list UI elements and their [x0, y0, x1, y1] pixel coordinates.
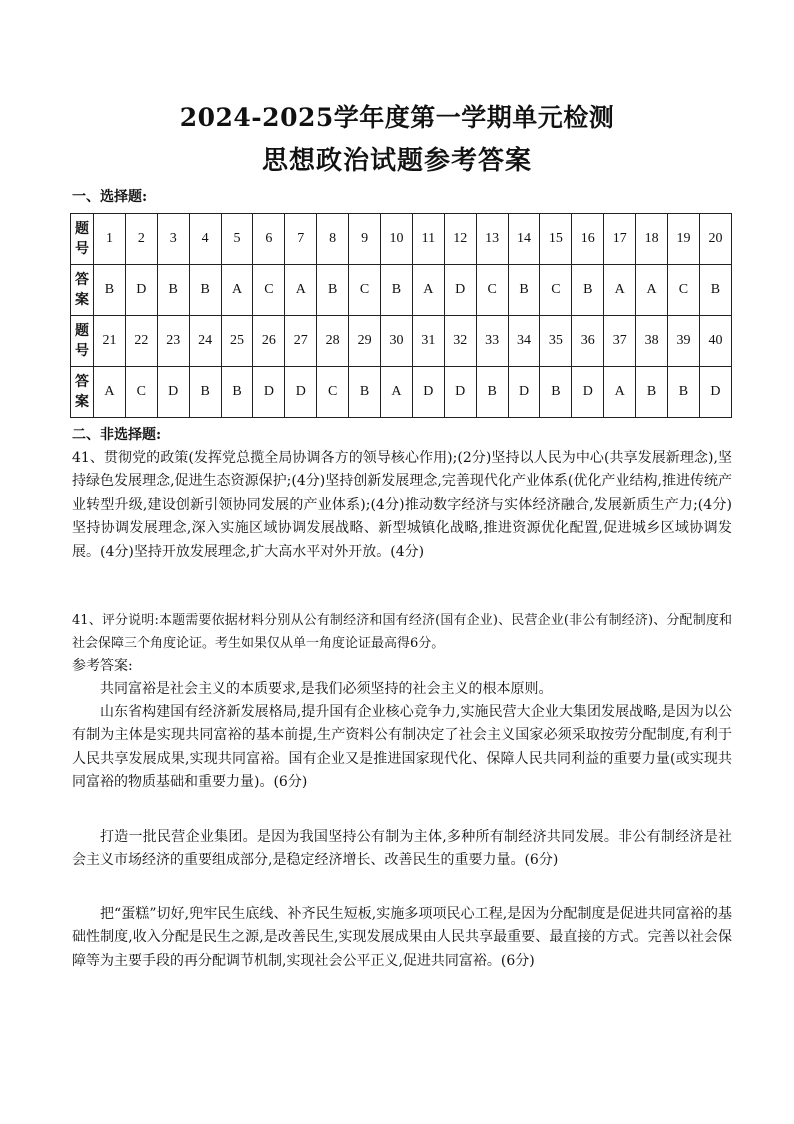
- question-number: 14: [508, 214, 540, 265]
- row-label-answer: 答 案: [71, 367, 94, 418]
- answer-cell: B: [157, 265, 189, 316]
- question-number: 36: [572, 316, 604, 367]
- question-number: 21: [94, 316, 126, 367]
- section-heading-nonchoice: 二、非选择题:: [72, 427, 162, 443]
- reference-answer-label: 参考答案:: [72, 658, 133, 674]
- question-number: 25: [221, 316, 253, 367]
- question-number-row: [71, 316, 732, 367]
- reference-paragraph: 山东省构建国有经济新发展格局,提升国有企业核心竞争力,实施民营大企业大集团发展战略,是因为以公有制为主体是实现共同富裕的基本前提,生产资料公有制决定了社会主义国家必须采取按劳分配制度,有利于人民共享发展成果,实现共同富裕。国有企业又是推进国家现代化、保障人民共同利益的重要力量(或实现共同富裕的物质基础和重要力量)。(6分): [72, 704, 732, 791]
- answer-cell: B: [572, 265, 604, 316]
- question-number: 37: [604, 316, 636, 367]
- question-number: 12: [444, 214, 476, 265]
- question-number: 38: [636, 316, 668, 367]
- answer-cell: A: [636, 265, 668, 316]
- question-number: 27: [285, 316, 317, 367]
- question-number: 6: [253, 214, 285, 265]
- question-number: 39: [668, 316, 700, 367]
- question-number: 22: [125, 316, 157, 367]
- answer-cell: C: [125, 367, 157, 418]
- answer-cell: B: [508, 265, 540, 316]
- question-number-row: [71, 214, 732, 265]
- answer-row: [71, 367, 732, 418]
- question-41-answer: 41、贯彻党的政策(发挥党总揽全局协调各方的领导核心作用);(2分)坚持以人民为中心(共享发展新理念),坚持绿色发展理念,促进生态资源保护;(4分)坚持创新发展理念,完善现代化产业体系(优化产业结构,推进传统产业转型升级,建设创新引领协同发展的产业体系);(4分)推动数字经济与实体经济融合,发展新质生产力;(4分)坚持协调发展理念,深入实施区域协调发展战略、新型城镇化战略,推进资源优化配置,促进城乡区域协调发展。(4分)坚持开放发展理念,扩大高水平对外开放。(4分): [72, 450, 732, 560]
- question-number: 4: [189, 214, 221, 265]
- answer-cell: B: [317, 265, 349, 316]
- question-number: 16: [572, 214, 604, 265]
- answer-cell: D: [285, 367, 317, 418]
- question-number: 9: [349, 214, 381, 265]
- answer-cell: B: [699, 265, 731, 316]
- document-title: 2024-2025学年度第一学期单元检测: [179, 103, 615, 132]
- question-number: 26: [253, 316, 285, 367]
- section-heading-choice: 一、选择题:: [72, 189, 148, 205]
- answer-cell: A: [604, 367, 636, 418]
- answer-table: [70, 213, 732, 418]
- row-label-number: 题 号: [71, 316, 94, 367]
- document-subtitle: 思想政治试题参考答案: [261, 146, 532, 176]
- question-number: 11: [412, 214, 444, 265]
- answer-cell: C: [476, 265, 508, 316]
- question-number: 2: [125, 214, 157, 265]
- question-number: 18: [636, 214, 668, 265]
- question-number: 1: [94, 214, 126, 265]
- answer-cell: D: [572, 367, 604, 418]
- question-number: 24: [189, 316, 221, 367]
- row-label-answer: 答 案: [71, 265, 94, 316]
- answer-row: [71, 265, 732, 316]
- row-label-number: 题 号: [71, 214, 94, 265]
- answer-cell: B: [540, 367, 572, 418]
- answer-cell: B: [349, 367, 381, 418]
- reference-paragraph: 打造一批民营企业集团。是因为我国坚持公有制为主体,多种所有制经济共同发展。非公有制经济是社会主义市场经济的重要组成部分,是稳定经济增长、改善民生的重要力量。(6分): [72, 829, 732, 869]
- answer-cell: C: [349, 265, 381, 316]
- answer-cell: A: [412, 265, 444, 316]
- reference-paragraph: 共同富裕是社会主义的本质要求,是我们必须坚持的社会主义的根本原则。: [100, 681, 553, 697]
- answer-cell: B: [636, 367, 668, 418]
- answer-cell: B: [381, 265, 413, 316]
- answer-cell: B: [189, 367, 221, 418]
- answer-cell: D: [699, 367, 731, 418]
- answer-cell: D: [508, 367, 540, 418]
- question-number: 13: [476, 214, 508, 265]
- question-number: 8: [317, 214, 349, 265]
- answer-cell: C: [668, 265, 700, 316]
- answer-cell: D: [125, 265, 157, 316]
- question-number: 35: [540, 316, 572, 367]
- question-number: 3: [157, 214, 189, 265]
- answer-cell: C: [253, 265, 285, 316]
- answer-cell: C: [540, 265, 572, 316]
- question-number: 40: [699, 316, 731, 367]
- answer-cell: B: [668, 367, 700, 418]
- question-number: 31: [412, 316, 444, 367]
- question-41-scoring-note: 41、评分说明:本题需要依据材料分别从公有制经济和国有经济(国有企业)、民营企业(非公有制经济)、分配制度和社会保障三个角度论证。考生如果仅从单一角度论证最高得6分。: [72, 613, 732, 652]
- question-number: 5: [221, 214, 253, 265]
- question-number: 33: [476, 316, 508, 367]
- answer-cell: A: [221, 265, 253, 316]
- question-number: 28: [317, 316, 349, 367]
- question-number: 23: [157, 316, 189, 367]
- question-number: 15: [540, 214, 572, 265]
- question-number: 10: [381, 214, 413, 265]
- answer-cell: D: [444, 367, 476, 418]
- question-number: 30: [381, 316, 413, 367]
- question-number: 7: [285, 214, 317, 265]
- answer-cell: B: [221, 367, 253, 418]
- question-number: 29: [349, 316, 381, 367]
- answer-cell: B: [189, 265, 221, 316]
- answer-cell: D: [412, 367, 444, 418]
- answer-cell: D: [444, 265, 476, 316]
- question-number: 32: [444, 316, 476, 367]
- question-number: 19: [668, 214, 700, 265]
- answer-cell: D: [253, 367, 285, 418]
- answer-cell: B: [476, 367, 508, 418]
- question-number: 34: [508, 316, 540, 367]
- answer-cell: A: [94, 367, 126, 418]
- reference-paragraph: 把“蛋糕”切好,兜牢民生底线、补齐民生短板,实施多项项民心工程,是因为分配制度是促进共同富裕的基础性制度,收入分配是民生之源,是改善民生,实现发展成果由人民共享最重要、最直接的方式。完善以社会保障等为主要手段的再分配调节机制,实现社会公平正义,促进共同富裕。(6分): [72, 906, 732, 969]
- question-number: 17: [604, 214, 636, 265]
- question-number: 20: [699, 214, 731, 265]
- answer-cell: A: [604, 265, 636, 316]
- answer-cell: A: [381, 367, 413, 418]
- answer-cell: D: [157, 367, 189, 418]
- answer-cell: B: [94, 265, 126, 316]
- answer-cell: A: [285, 265, 317, 316]
- answer-cell: C: [317, 367, 349, 418]
